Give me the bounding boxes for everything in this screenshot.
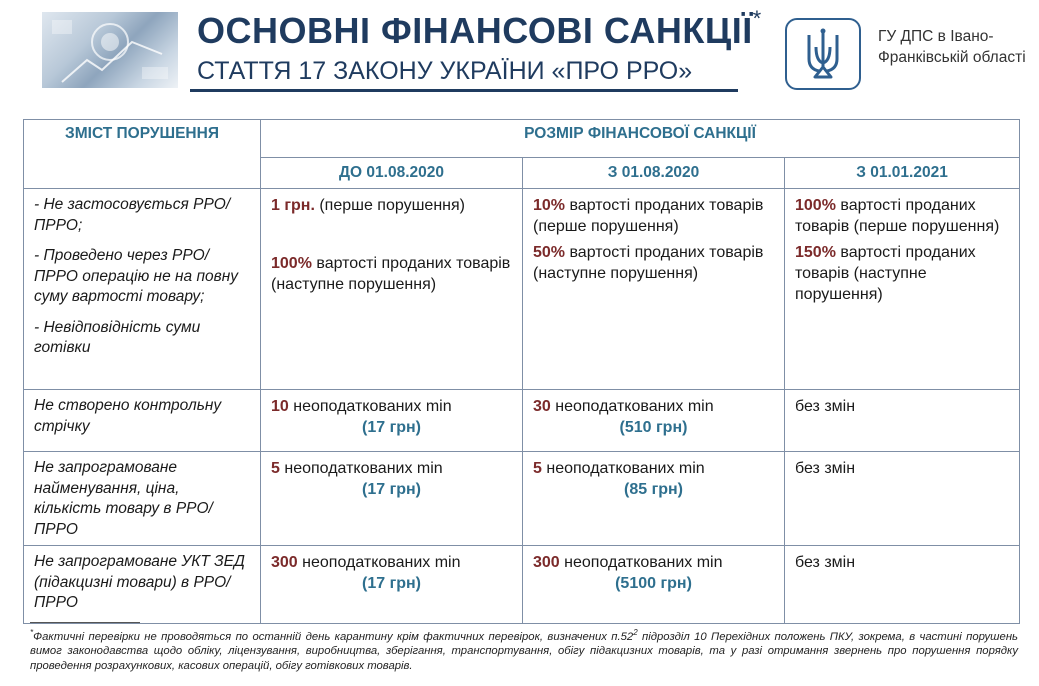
page-subtitle: СТАТТЯ 17 ЗАКОНУ УКРАЇНИ «ПРО РРО» — [197, 57, 693, 85]
footnote: *Фактичні перевірки не проводяться по останній день карантину крім фактичних перевірок, визначених $п.52^2$ підрозділ 10 Перехідних положень ПКУ, зокрема, в частині порушень вимог законодавства щодо обліку, ліцензування, виробництва, зберігання, транспортування, обігу підакцизних товарів, та у разі отримання звернень про порушення порядку проведення розрахункових, касових операцій, обігу готівкових товарів. — [30, 628, 1018, 672]
violation-cell: - Не застосовується РРО/ПРРО; - Проведено через РРО/ПРРО операцію не на повну суму вартості товару; - Невідповідність суми готівки — [24, 189, 261, 390]
violation-cell: Не запрограмоване найменування, ціна, кількість товару в РРО/ПРРО — [24, 452, 261, 546]
sanction-cell: 100% вартості проданих товарів (перше порушення) 150% вартості проданих товарів (наступне порушення) — [785, 189, 1020, 390]
sanctions-table — [23, 119, 1020, 624]
title-underline — [190, 89, 738, 92]
page-title: ОСНОВНІ ФІНАНСОВІ САНКЦІЇ* — [197, 6, 762, 51]
sanction-cell: 300 неоподаткованих min (17 грн) — [261, 546, 523, 624]
header-sanction-size: РОЗМІР ФІНАНСОВОЇ САНКЦІЇ — [261, 120, 1020, 158]
sanction-cell: 10% вартості проданих товарів (перше порушення) 50% вартості проданих товарів (наступне порушення) — [523, 189, 785, 390]
period-header: З 01.08.2020 — [523, 158, 785, 189]
period-header: З 01.01.2021 — [785, 158, 1020, 189]
title-asterisk: * — [752, 6, 762, 31]
table-row — [24, 452, 1020, 546]
table-row — [24, 546, 1020, 624]
trident-icon — [785, 18, 861, 90]
sanction-cell: 1 грн. (перше порушення) 100% вартості проданих товарів (наступне порушення) — [261, 189, 523, 390]
sanction-cell: без змін — [785, 546, 1020, 624]
finance-photo-icon — [42, 12, 178, 88]
table-row — [24, 189, 1020, 390]
sanction-cell: 10 неоподаткованих min (17 грн) — [261, 390, 523, 452]
footnote-divider — [30, 622, 140, 623]
organization-name: ГУ ДПС в Івано-Франківській області — [878, 28, 1026, 66]
sanction-cell: 5 неоподаткованих min (17 грн) — [261, 452, 523, 546]
sanction-cell: без змін — [785, 390, 1020, 452]
sanction-cell: 5 неоподаткованих min (85 грн) — [523, 452, 785, 546]
violation-cell: Не створено контрольну стрічку — [24, 390, 261, 452]
violation-cell: Не запрограмоване УКТ ЗЕД (підакцизні товари) в РРО/ПРРО — [24, 546, 261, 624]
header-violation: ЗМІСТ ПОРУШЕННЯ — [24, 120, 261, 189]
sanction-cell: 300 неоподаткованих min (5100 грн) — [523, 546, 785, 624]
table-row — [24, 390, 1020, 452]
sanction-cell: 30 неоподаткованих min (510 грн) — [523, 390, 785, 452]
sanction-cell: без змін — [785, 452, 1020, 546]
period-header: ДО 01.08.2020 — [261, 158, 523, 189]
